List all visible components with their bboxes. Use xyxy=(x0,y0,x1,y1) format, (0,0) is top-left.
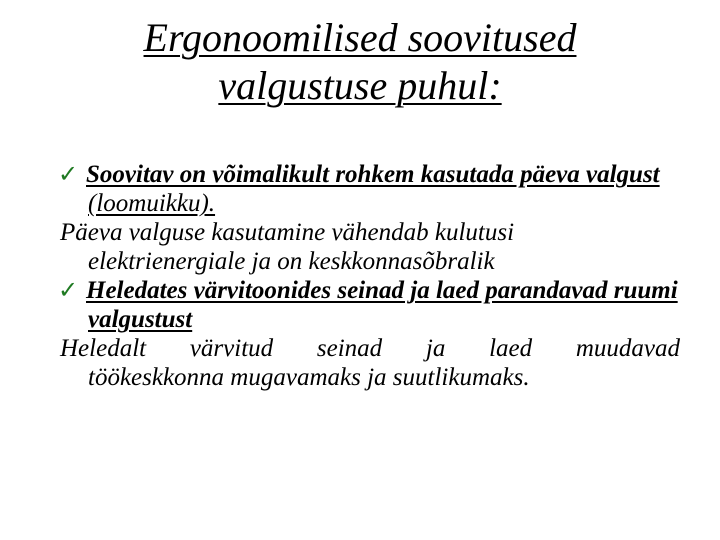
title-line-2: valgustuse puhul: xyxy=(218,63,502,108)
bullet-2-text: Heledates värvitoonides seinad ja laed parandavad ruumi valgustust xyxy=(86,277,678,333)
bullet-item-daylight xyxy=(60,160,680,218)
checkmark-icon: ✓ xyxy=(58,276,79,304)
paragraph-1-line-1: Päeva valguse kasutamine vähendab kulutusi xyxy=(60,219,515,246)
bullet-item-light-walls xyxy=(60,276,680,334)
slide-body xyxy=(60,160,680,392)
bullet-1-note: (loomuikku). xyxy=(88,190,216,217)
paragraph-light-walls xyxy=(60,334,680,392)
checkmark-icon: ✓ xyxy=(58,160,79,188)
bullet-1-text: Soovitav on võimalikult rohkem kasutada päeva valgust xyxy=(86,161,660,188)
paragraph-1-line-2: elektrienergiale ja on keskkonnasõbralik xyxy=(88,248,495,275)
paragraph-2-line-2: töökeskkonna mugavamaks ja suutlikumaks. xyxy=(88,364,530,391)
paragraph-daylight xyxy=(60,218,680,276)
title-line-1: Ergonoomilised soovitused xyxy=(143,15,577,60)
paragraph-2-line-1: Heledalt värvitud seinad ja laed muudavad xyxy=(60,335,680,362)
slide-title xyxy=(0,14,720,110)
